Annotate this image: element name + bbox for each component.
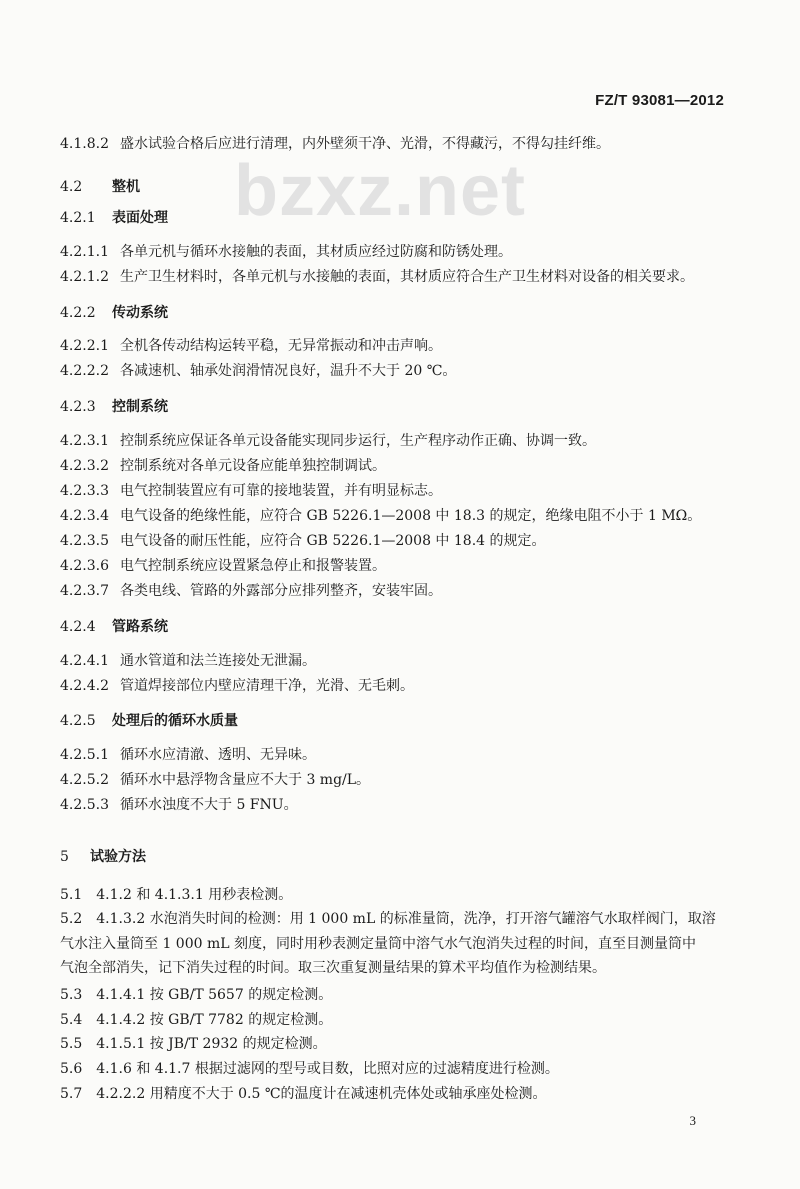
clause-item [60, 796, 760, 814]
clause-number: 5.6 [60, 1061, 83, 1077]
clause-item [60, 362, 760, 380]
clause-number: 5.7 [60, 1086, 83, 1102]
clause-number: 4.2 [60, 179, 83, 195]
clause-heading [60, 712, 760, 730]
clause-text: 整机 [112, 179, 140, 195]
clause-text: 控制系统应保证各单元设备能实现同步运行，生产程序动作正确、协调一致。 [120, 433, 596, 449]
clause-number: 4.2.1.2 [60, 269, 109, 285]
clause-number: 4.2.5.1 [60, 747, 109, 763]
clause-number: 4.2.1.1 [60, 244, 109, 260]
clause-number: 4.2.2 [60, 305, 96, 321]
clause-text: 循环水应清澈、透明、无异味。 [120, 747, 316, 763]
clause-item [60, 746, 760, 764]
test-method-item [60, 1060, 760, 1078]
clause-item [60, 432, 760, 450]
clause-number: 5.4 [60, 1012, 83, 1028]
clause-number: 5.5 [60, 1036, 83, 1052]
clause-number: 5.1 [60, 887, 83, 903]
test-method-item [60, 986, 760, 1004]
clause-text: 4.1.4.2 按 GB/T 7782 的规定检测。 [96, 1012, 333, 1028]
clause-text: 管路系统 [112, 619, 168, 635]
clause-item [60, 268, 760, 286]
clause-text: 4.1.3.2 水泡消失时间的检测：用 1 000 mL 的标准量筒，洗净，打开溶气罐溶气水取样阀门，取溶 [96, 911, 716, 927]
clause-number: 4.2.4.1 [60, 653, 109, 669]
clause-text: 通水管道和法兰连接处无泄漏。 [120, 653, 316, 669]
clause-text: 循环水中悬浮物含量应不大于 3 mg/L。 [120, 772, 371, 788]
clause-heading [60, 178, 760, 196]
clause-number: 4.1.8.2 [60, 136, 109, 152]
watermark-text: bzxz.net [233, 151, 527, 231]
clause-text: 处理后的循环水质量 [112, 713, 238, 729]
test-method-item [60, 886, 760, 904]
clause-text: 电气控制系统应设置紧急停止和报警装置。 [120, 558, 386, 574]
clause-number: 4.2.3.3 [60, 483, 109, 499]
clause-number: 4.2.3.1 [60, 433, 109, 449]
test-method-item [60, 1011, 760, 1029]
clause-text: 电气设备的耐压性能，应符合 GB 5226.1—2008 中 18.4 的规定。 [120, 533, 546, 549]
test-method-item [60, 910, 760, 928]
clause-text: 4.1.6 和 4.1.7 根据过滤网的型号或目数，比照对应的过滤精度进行检测。 [96, 1061, 559, 1077]
clause-number: 4.2.5.3 [60, 797, 109, 813]
clause-item [60, 243, 760, 261]
section-heading [60, 848, 760, 866]
clause-text: 气水注入量筒至 1 000 mL 刻度，同时用秒表测定量筒中溶气水气泡消失过程的时间，直至目测量筒中 [60, 936, 696, 952]
clause-item [60, 652, 760, 670]
clause-number: 5 [60, 849, 69, 865]
clause-number: 4.2.2.1 [60, 338, 109, 354]
page-number: 3 [689, 1113, 696, 1128]
clause-item [60, 482, 760, 500]
clause-text: 盛水试验合格后应进行清理，内外壁须干净、光滑，不得藏污，不得勾挂纤维。 [120, 136, 610, 152]
clause-text: 4.1.5.1 按 JB/T 2932 的规定检测。 [96, 1036, 327, 1052]
clause-item [60, 557, 760, 575]
clause-item [60, 507, 760, 525]
test-method-item [60, 1085, 760, 1103]
clause-heading [60, 304, 760, 322]
clause-text: 气泡全部消失，记下消失过程的时间。取三次重复测量结果的算术平均值作为检测结果。 [60, 960, 606, 976]
clause-text: 试验方法 [90, 849, 146, 865]
clause-text: 全机各传动结构运转平稳，无异常振动和冲击声响。 [120, 338, 442, 354]
clause-text: 生产卫生材料时，各单元机与水接触的表面，其材质应符合生产卫生材料对设备的相关要求。 [120, 269, 694, 285]
clause-number: 4.2.4 [60, 619, 96, 635]
clause-number: 4.2.3.7 [60, 583, 109, 599]
clause-text: 循环水浊度不大于 5 FNU。 [120, 797, 298, 813]
clause-text: 各类电线、管路的外露部分应排列整齐，安装牢固。 [120, 583, 442, 599]
clause-number: 4.2.3.4 [60, 508, 109, 524]
clause-number: 5.2 [60, 911, 83, 927]
clause-number: 4.2.4.2 [60, 678, 109, 694]
clause-text: 4.1.2 和 4.1.3.1 用秒表检测。 [96, 887, 293, 903]
paragraph-continuation [60, 959, 760, 977]
clause-number: 4.2.3.6 [60, 558, 109, 574]
clause-item [60, 135, 760, 153]
clause-heading [60, 398, 760, 416]
clause-item [60, 532, 760, 550]
clause-number: 4.2.2.2 [60, 363, 109, 379]
clause-heading [60, 209, 760, 227]
clause-text: 表面处理 [112, 210, 168, 226]
test-method-item [60, 1035, 760, 1053]
clause-text: 控制系统对各单元设备应能单独控制调试。 [120, 458, 386, 474]
clause-number: 4.2.5 [60, 713, 96, 729]
clause-number: 4.2.3.5 [60, 533, 109, 549]
clause-item [60, 582, 760, 600]
clause-heading [60, 618, 760, 636]
clause-item [60, 457, 760, 475]
clause-text: 4.1.4.1 按 GB/T 5657 的规定检测。 [96, 987, 333, 1003]
clause-text: 各单元机与循环水接触的表面，其材质应经过防腐和防锈处理。 [120, 244, 512, 260]
clause-text: 电气设备的绝缘性能，应符合 GB 5226.1—2008 中 18.3 的规定，绝缘电阻不小于 1 MΩ。 [120, 508, 702, 524]
clause-item [60, 677, 760, 695]
clause-number: 4.2.3 [60, 399, 96, 415]
clause-number: 5.3 [60, 987, 83, 1003]
clause-text: 各减速机、轴承处润滑情况良好，温升不大于 20 ℃。 [120, 363, 457, 379]
clause-item [60, 337, 760, 355]
clause-item [60, 771, 760, 789]
clause-text: 控制系统 [112, 399, 168, 415]
clause-text: 传动系统 [112, 305, 168, 321]
clause-number: 4.2.3.2 [60, 458, 109, 474]
clause-text: 管道焊接部位内壁应清理干净，光滑、无毛刺。 [120, 678, 414, 694]
paragraph-continuation [60, 935, 760, 953]
standard-code: FZ/T 93081—2012 [595, 92, 724, 109]
clause-text: 4.2.2.2 用精度不大于 0.5 ℃的温度计在减速机壳体处或轴承座处检测。 [96, 1086, 547, 1102]
clause-number: 4.2.1 [60, 210, 96, 226]
clause-number: 4.2.5.2 [60, 772, 109, 788]
clause-text: 电气控制装置应有可靠的接地装置，并有明显标志。 [120, 483, 442, 499]
